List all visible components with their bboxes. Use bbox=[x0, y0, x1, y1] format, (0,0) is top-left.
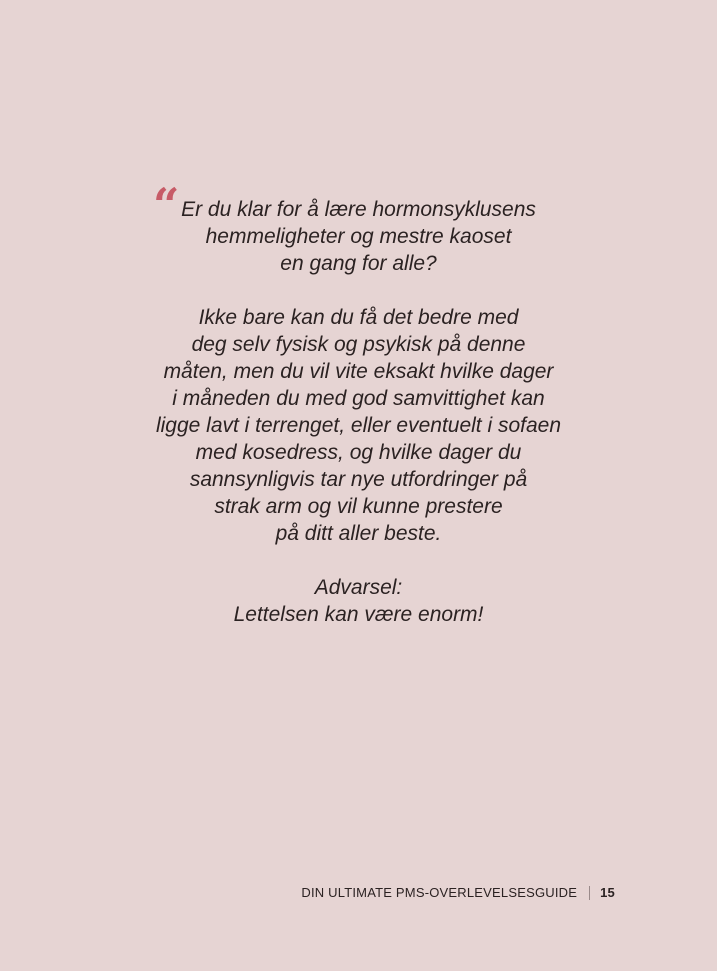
quote-mark-icon: “ bbox=[153, 178, 180, 232]
book-title: DIN ULTIMATE PMS-OVERLEVELSESGUIDE bbox=[301, 885, 578, 900]
quote-paragraph-1: Er du klar for å lære hormonsyklusens hemmeligheter og mestre kaoset en gang for alle? bbox=[181, 198, 536, 275]
quote-paragraph-2: Ikke bare kan du få det bedre med deg selv fysisk og psykisk på denne måten, men du vil vite eksakt hvilke dager i måneden du med god samvittighet kan ligge lavt i terrenget, eller eventuelt i sofaen med kosedress, og hvilke dager du sannsynligvis tar nye utfordringer på strak arm og vil kunne prestere på ditt aller beste. bbox=[155, 306, 562, 545]
pull-quote bbox=[100, 178, 617, 628]
page-number: 15 bbox=[600, 885, 615, 900]
quote-paragraph-3: Advarsel: Lettelsen kan være enorm! bbox=[233, 576, 484, 626]
footer-divider bbox=[589, 886, 590, 900]
page-footer bbox=[301, 885, 615, 900]
